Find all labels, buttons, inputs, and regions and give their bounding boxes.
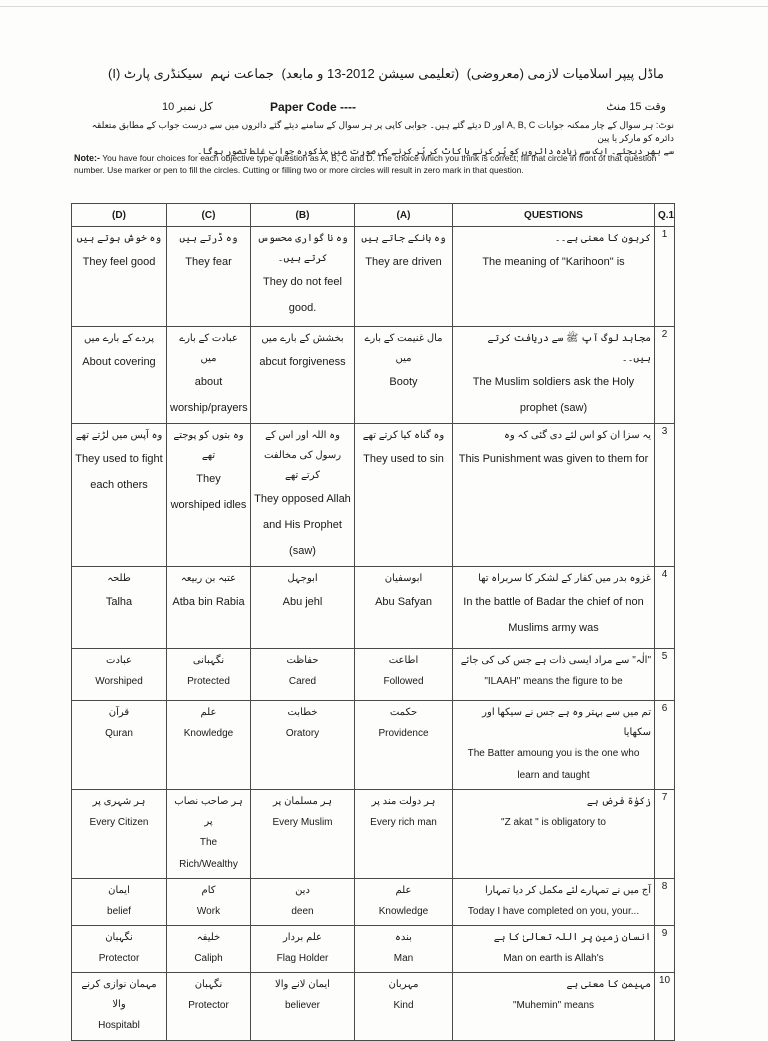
question-cell xyxy=(453,701,655,790)
option-b-cell-urdu: ہر مسلمان پر xyxy=(273,796,332,807)
option-d-cell-english: belief xyxy=(107,906,131,917)
option-c-cell-urdu: ہر صاحب نصاب پر xyxy=(174,796,243,827)
option-d-cell xyxy=(72,567,167,649)
option-c-cell-english: They fear xyxy=(185,256,232,268)
option-b-cell-urdu: دین xyxy=(295,885,310,896)
option-b-cell-english: Abu jehl xyxy=(282,596,323,608)
option-d-cell xyxy=(72,879,167,926)
option-b-cell-english: Oratory xyxy=(285,728,320,739)
option-b-cell xyxy=(251,926,355,973)
option-c-cell-english: Caliph xyxy=(194,953,223,964)
question-cell-urdu: انسان زمین پر اللہ تعالیٰ کا ہے xyxy=(493,932,651,943)
header-option-c: (C) xyxy=(167,204,251,227)
question-cell-english: Today I have completed on you, your... xyxy=(467,906,640,917)
option-a-cell-english: Every rich man xyxy=(370,817,437,828)
option-c-cell-urdu: خلیفہ xyxy=(196,932,221,943)
option-c-cell xyxy=(167,701,251,790)
option-a-cell-english: They used to sin xyxy=(363,453,444,465)
question-cell-urdu: تم میں سے بہتر وہ ہے جس نے سیکھا اور سکھایا xyxy=(482,707,651,738)
question-cell-english: The Batter amoung you is the one who learn and taught xyxy=(467,748,640,781)
option-c-cell xyxy=(167,327,251,424)
option-c-cell xyxy=(167,973,251,1041)
question-cell-urdu: مہیمن کا معنی ہے xyxy=(566,979,651,990)
question-cell xyxy=(453,973,655,1041)
header-option-d: (D) xyxy=(72,204,167,227)
option-d-cell-urdu: پردے کے بارے میں xyxy=(83,333,155,344)
table-row xyxy=(72,227,675,327)
question-cell-english: "Muhemin" means xyxy=(512,1000,595,1011)
question-cell-urdu: "الٰہ" سے مراد ایسی ذات ہے جس کی کی جائے xyxy=(460,655,651,666)
question-number: 5 xyxy=(655,649,675,701)
option-d-cell-english: Quran xyxy=(105,728,133,739)
option-b-cell xyxy=(251,879,355,926)
option-d-cell xyxy=(72,327,167,424)
option-a-cell-urdu: اطاعت xyxy=(388,655,419,666)
total-marks: کل نمبر 10 xyxy=(162,101,213,113)
mcq-table xyxy=(71,203,675,1041)
option-d-cell-urdu: مہمان نوازی کرنے والا xyxy=(81,979,157,1010)
option-c-cell-english: Protector xyxy=(188,1000,229,1011)
question-cell-urdu: آج میں نے تمہارے لئے مکمل کر دیا تمہارا xyxy=(484,885,651,896)
question-cell xyxy=(453,567,655,649)
question-cell xyxy=(453,327,655,424)
table-row xyxy=(72,973,675,1041)
table-row xyxy=(72,790,675,879)
option-b-cell-urdu: ابوجہل xyxy=(287,573,318,584)
option-d-cell-urdu: قرآن xyxy=(108,707,130,718)
option-d-cell xyxy=(72,649,167,701)
option-d-cell-english: Hospitabl xyxy=(98,1020,140,1031)
option-c-cell xyxy=(167,790,251,879)
table-header-row xyxy=(72,204,675,227)
header-title: ماڈل پیپر اسلامیات لازمی (معروضی) xyxy=(466,66,664,81)
option-d-cell-english: Every Citizen xyxy=(89,817,149,828)
option-a-cell-urdu: بندہ xyxy=(395,932,412,943)
option-c-cell xyxy=(167,649,251,701)
header-option-a: (A) xyxy=(355,204,453,227)
option-a-cell xyxy=(355,649,453,701)
option-c-cell-english: Protected xyxy=(187,676,230,687)
question-number: 4 xyxy=(655,567,675,649)
option-b-cell xyxy=(251,327,355,424)
option-a-cell xyxy=(355,567,453,649)
option-c-cell-urdu: عتبہ بن ربیعہ xyxy=(180,573,237,584)
option-b-cell-english: believer xyxy=(284,1000,321,1011)
header-qnum: Q.1 xyxy=(655,204,675,227)
option-d-cell-urdu: ایمان xyxy=(108,885,130,896)
question-cell xyxy=(453,649,655,701)
option-b-cell-urdu: وہ اللہ اور اس کے رسول کی مخالفت کرتے تھے xyxy=(263,430,342,481)
option-c-cell-english: Knowledge xyxy=(183,728,234,739)
question-cell-english: The Muslim soldiers ask the Holy prophet (saw) xyxy=(472,376,635,414)
option-a-cell xyxy=(355,424,453,567)
option-c-cell xyxy=(167,926,251,973)
option-a-cell-urdu: مال غنیمت کے بارے میں xyxy=(364,333,443,364)
option-d-cell-english: They used to fight each others xyxy=(75,453,163,491)
option-a-cell xyxy=(355,327,453,424)
option-d-cell-urdu: وہ خوش ہوتے ہیں xyxy=(76,233,162,244)
option-d-cell xyxy=(72,227,167,327)
option-d-cell xyxy=(72,701,167,790)
option-b-cell xyxy=(251,227,355,327)
question-number: 1 xyxy=(655,227,675,327)
option-c-cell-urdu: علم xyxy=(200,707,217,718)
option-d-cell xyxy=(72,790,167,879)
question-cell xyxy=(453,926,655,973)
option-c-cell xyxy=(167,567,251,649)
option-d-cell-english: About covering xyxy=(82,356,156,368)
option-b-cell-urdu: ایمان لانے والا xyxy=(275,979,330,990)
question-cell-english: The meaning of "Karihoon" is xyxy=(482,256,625,268)
option-c-cell-english: Work xyxy=(196,906,221,917)
scan-edge-line xyxy=(0,6,768,7)
table-row xyxy=(72,567,675,649)
option-c-cell-english: about worship/prayers xyxy=(170,376,248,414)
option-a-cell-urdu: ہر دولت مند پر xyxy=(371,796,436,807)
option-b-cell xyxy=(251,567,355,649)
question-cell-english: This Punishment was given to them for xyxy=(458,453,649,465)
option-b-cell-urdu: خطابت xyxy=(287,707,318,718)
option-c-cell-english: They worshiped idles xyxy=(170,473,247,511)
option-a-cell-urdu: وہ گناہ کیا کرتے تھے xyxy=(362,430,445,441)
option-b-cell-urdu: علم بردار xyxy=(282,932,323,943)
option-c-cell-urdu: عبادت کے بارے میں xyxy=(179,333,238,364)
question-cell xyxy=(453,790,655,879)
table-row xyxy=(72,879,675,926)
english-instructions xyxy=(74,152,676,176)
option-b-cell-urdu: وہ نا گواری محسوس کرتے ہیں۔ xyxy=(257,233,348,264)
option-b-cell-english: They opposed Allah and His Prophet (saw) xyxy=(254,493,351,557)
question-cell-english: "ILAAH" means the figure to be xyxy=(484,676,623,687)
urdu-note-line-1: نوٹ: ہر سوال کے چار ممکنہ جوابات A, B, C اور D دیئے گئے ہیں۔ جوابی کاپی پر ہر سوال کے سامنے دیئے گئے دائروں میں سے درست جواب کے مطابق متعلقہ دائرہ کو مارکر یا پین xyxy=(91,120,674,143)
option-b-cell-english: Cared xyxy=(288,676,317,687)
option-a-cell-english: They are driven xyxy=(365,256,442,268)
option-d-cell xyxy=(72,973,167,1041)
paper-code: Paper Code ---- xyxy=(270,100,357,114)
table-row xyxy=(72,424,675,567)
question-cell-english: Man on earth is Allah's xyxy=(503,953,604,964)
question-cell-urdu: یہ سزا ان کو اس لئے دی گئی کہ وہ xyxy=(504,430,651,441)
option-d-cell-english: Talha xyxy=(105,596,133,608)
option-a-cell xyxy=(355,790,453,879)
option-d-cell-english: They feel good xyxy=(82,256,156,268)
option-b-cell xyxy=(251,701,355,790)
option-a-cell-urdu: مہربان xyxy=(388,979,419,990)
option-d-cell-urdu: نگہبان xyxy=(105,932,133,943)
note-text: You have four choices for each objective type question as A, B, C and D. The choice which you think is correct; fill that circle in front of that question number. Use marker or pen to fill the circles. Cutting or filling two or more circles will result in zero mark in that question. xyxy=(74,153,657,175)
option-c-cell-english: The Rich/Wealthy xyxy=(179,837,238,870)
paper-header xyxy=(108,66,664,82)
header-part-label: سیکنڈری پارٹ (I) xyxy=(108,66,203,81)
option-d-cell-english: Worshiped xyxy=(95,676,143,687)
question-cell xyxy=(453,227,655,327)
option-a-cell-english: Abu Safyan xyxy=(375,596,432,608)
option-a-cell-english: Followed xyxy=(383,676,424,687)
option-a-cell-english: Booty xyxy=(389,376,418,388)
option-b-cell xyxy=(251,973,355,1041)
header-questions: QUESTIONS xyxy=(453,204,655,227)
option-b-cell-english: They do not feel good. xyxy=(263,276,342,314)
question-cell-english: In the battle of Badar the chief of non Muslims army was xyxy=(463,596,644,634)
option-c-cell xyxy=(167,227,251,327)
option-d-cell-urdu: طلحہ xyxy=(107,573,131,584)
option-b-cell-english: Every Muslim xyxy=(272,817,333,828)
option-d-cell-urdu: عبادت xyxy=(106,655,132,666)
question-number: 9 xyxy=(655,926,675,973)
question-number: 10 xyxy=(655,973,675,1041)
option-c-cell-urdu: وہ ڈرتے ہیں xyxy=(179,233,238,244)
option-d-cell xyxy=(72,926,167,973)
option-a-cell xyxy=(355,701,453,790)
urdu-note-line-2: سے بھر دیجئے۔ ایک سے زیادہ دائروں کو پُر کرنے یا کاٹ کر پُر کرنے کی صورت میں مذکورہ جواب غلط تصور ہوگا۔ xyxy=(197,146,674,156)
option-c-cell xyxy=(167,424,251,567)
option-d-cell-urdu: ہر شہری پر xyxy=(92,796,146,807)
option-a-cell-urdu: وہ ہانکے جاتے ہیں xyxy=(361,233,446,244)
option-a-cell-urdu: ابوسفیان xyxy=(384,573,423,584)
question-number: 3 xyxy=(655,424,675,567)
option-c-cell-urdu: نگہبانی xyxy=(192,655,225,666)
table-row xyxy=(72,649,675,701)
question-cell-urdu: زکوٰۃ فرض ہے xyxy=(586,796,651,807)
option-b-cell xyxy=(251,424,355,567)
option-a-cell xyxy=(355,879,453,926)
question-cell xyxy=(453,879,655,926)
option-a-cell xyxy=(355,926,453,973)
option-d-cell-urdu: وہ آپس میں لڑتے تھے xyxy=(75,430,163,441)
option-a-cell-english: Providence xyxy=(378,728,429,739)
option-d-cell xyxy=(72,424,167,567)
option-a-cell-english: Knowledge xyxy=(378,906,429,917)
note-label: Note:- xyxy=(74,153,100,163)
header-session-label: (تعلیمی سیشن 2012-13 و مابعد) xyxy=(281,66,460,81)
option-a-cell-english: Kind xyxy=(393,1000,414,1011)
option-c-cell-urdu: نگہبان xyxy=(194,979,223,990)
option-c-cell-urdu: وہ بتوں کو پوجتے تھے xyxy=(173,430,244,461)
question-cell-urdu: مجاہد لوگ آپ ﷺ سے دریافت کرتے ہیں۔۔ xyxy=(487,333,651,364)
option-b-cell-english: abcut forgiveness xyxy=(259,356,346,368)
option-b-cell xyxy=(251,649,355,701)
option-b-cell xyxy=(251,790,355,879)
option-a-cell-urdu: علم xyxy=(395,885,412,896)
option-d-cell-english: Protector xyxy=(98,953,140,964)
table-row xyxy=(72,327,675,424)
option-b-cell-urdu: حفاظت xyxy=(286,655,319,666)
option-c-cell-english: Atba bin Rabia xyxy=(172,596,245,608)
question-cell-english: "Z akat " is obligatory to xyxy=(501,817,606,828)
table-row xyxy=(72,701,675,790)
option-b-cell-english: deen xyxy=(291,906,314,917)
option-a-cell xyxy=(355,227,453,327)
option-b-cell-english: Flag Holder xyxy=(276,953,329,964)
question-number: 8 xyxy=(655,879,675,926)
option-a-cell-urdu: حکمت xyxy=(389,707,418,718)
table-row xyxy=(72,926,675,973)
question-number: 6 xyxy=(655,701,675,790)
time-allowed: وقت 15 منٹ xyxy=(606,101,666,113)
option-a-cell-english: Man xyxy=(393,953,414,964)
option-b-cell-urdu: بخشش کے بارے میں xyxy=(261,333,344,344)
question-cell xyxy=(453,424,655,567)
question-number: 2 xyxy=(655,327,675,424)
question-number: 7 xyxy=(655,790,675,879)
header-option-b: (B) xyxy=(251,204,355,227)
question-cell-urdu: غزوہ بدر میں کفار کے لشکر کا سربراہ تھا xyxy=(478,573,651,584)
option-c-cell xyxy=(167,879,251,926)
paper-code-row xyxy=(150,100,666,116)
question-cell-urdu: کرہون کا معنی ہے۔۔ xyxy=(554,233,651,244)
header-class-label: جماعت نہم xyxy=(210,66,274,81)
option-c-cell-urdu: کام xyxy=(201,885,216,896)
option-a-cell xyxy=(355,973,453,1041)
